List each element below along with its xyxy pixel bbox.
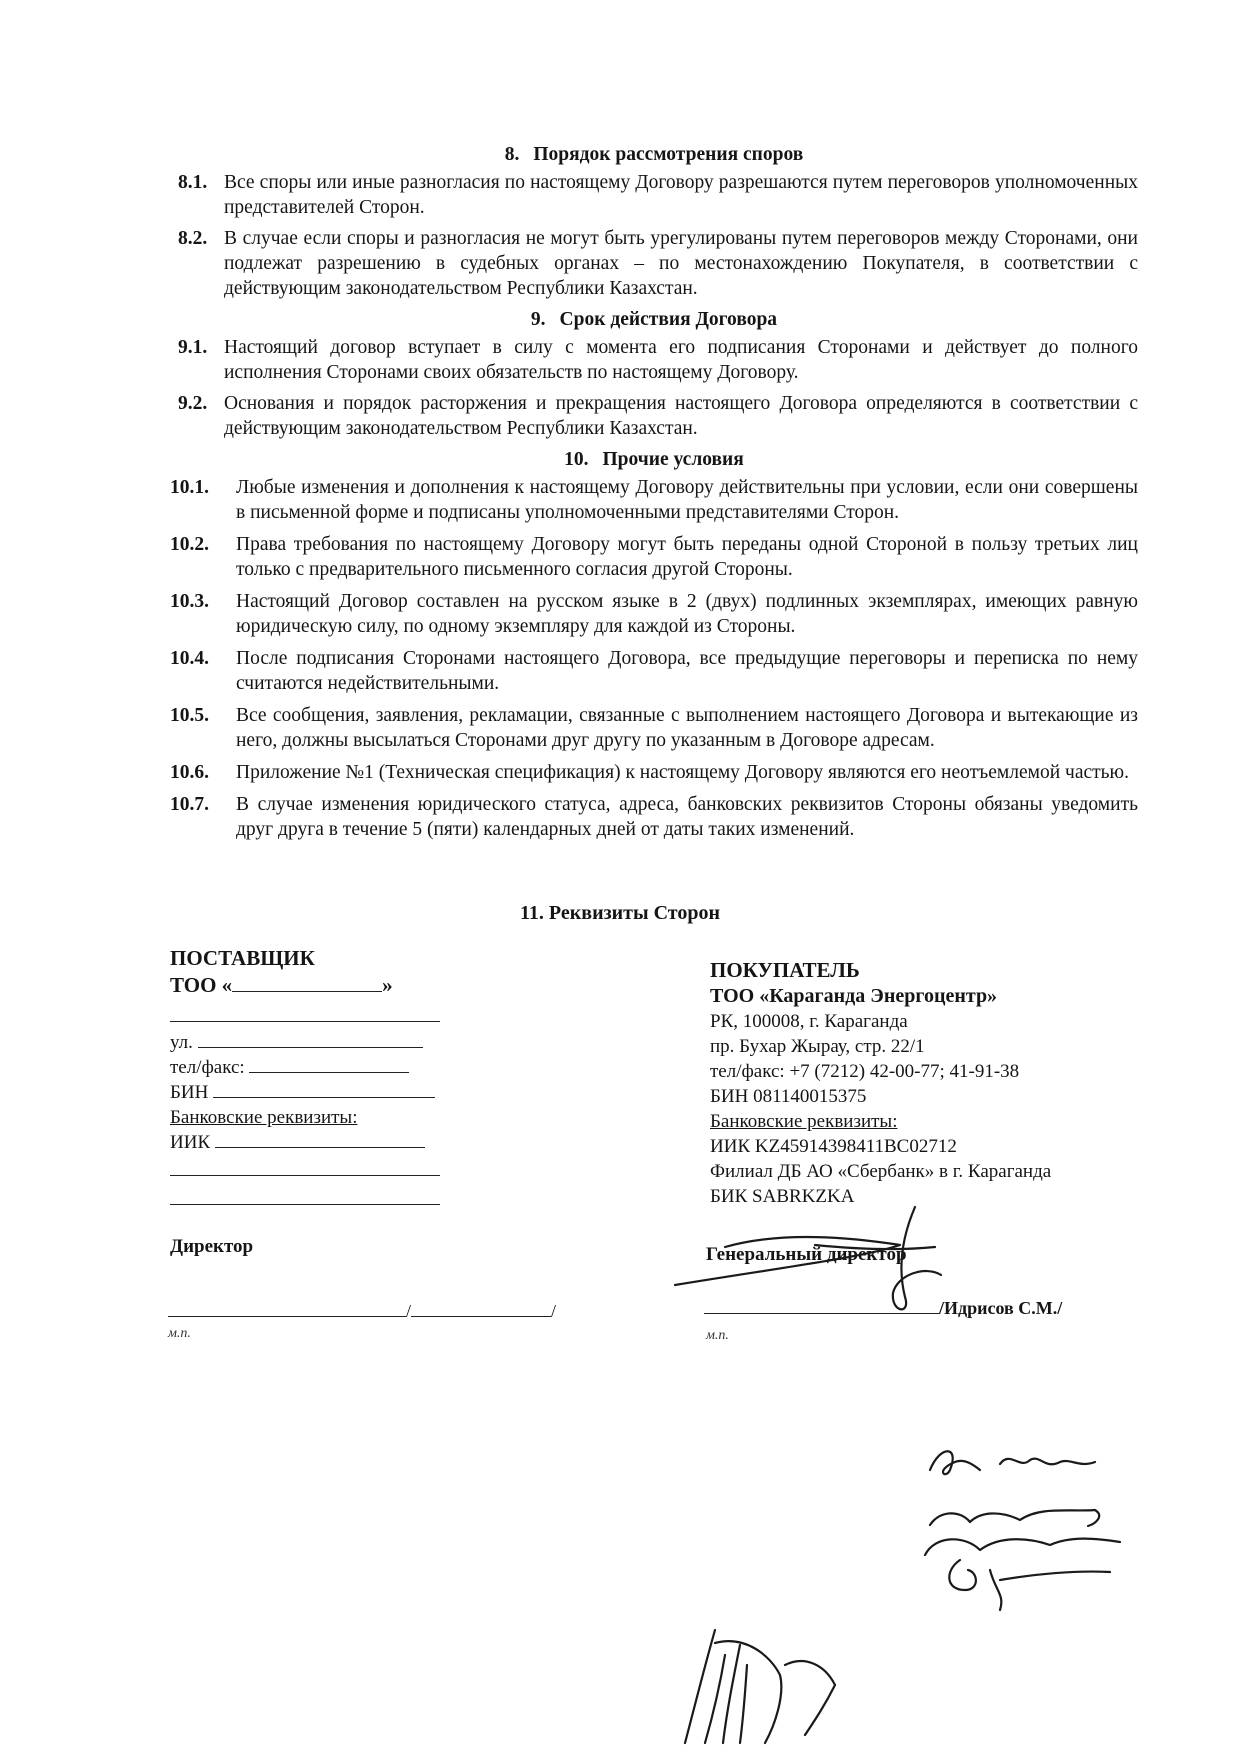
phone-blank [249, 1056, 409, 1073]
clause-text: Все споры или иные разногласия по настоящему Договору разрешаются путем переговоров уполномоченных представителей Сторон. [224, 172, 1138, 218]
supplier-address-blank [170, 1001, 440, 1022]
buyer-iik: ИИК KZ45914398411BC02712 [710, 1136, 957, 1157]
clause-number: 8.2. [178, 228, 208, 249]
clause-9-2 [170, 391, 1138, 441]
buyer-heading: ПОКУПАТЕЛЬ [710, 958, 860, 982]
clause-number: 9.1. [178, 337, 208, 358]
clause-text: Любые изменения и дополнения к настоящему Договору действительны при условии, если они совершены в письменной форме и подписаны уполномоченными представителями Сторон. [236, 477, 1138, 523]
iik-blank [215, 1131, 425, 1148]
clause-text: После подписания Сторонами настоящего Договора, все предыдущие переговоры и переписка по нему считаются недействительными. [236, 648, 1138, 694]
section-heading: Прочие условия [602, 449, 744, 470]
buyer-address-2: пр. Бухар Жырау, стр. 22/1 [710, 1036, 925, 1057]
clause-number: 10.1. [170, 477, 209, 498]
clause-10-1 [170, 475, 1138, 525]
buyer-stamp-place: м.п. [706, 1328, 729, 1343]
buyer-phone: тел/факс: +7 (7212) 42-00-77; 41-91-38 [710, 1061, 1020, 1082]
phone-label: тел/факс: [170, 1057, 245, 1078]
supplier-stamp-place: м.п. [168, 1326, 191, 1341]
clause-number: 10.7. [170, 794, 209, 815]
supplier-org-prefix: ТОО « [170, 973, 233, 997]
signature-blank [168, 1300, 406, 1317]
buyer-bank: Филиал ДБ АО «Сбербанк» в г. Караганда [710, 1161, 1052, 1182]
section-9-title [170, 307, 1138, 332]
clause-number: 8.1. [178, 172, 208, 193]
clause-text: Права требования по настоящему Договору могут быть переданы одной Стороной в пользу третьих лиц только с предварительного письменного согласия другой Стороны. [236, 534, 1138, 580]
buyer-org: ТОО «Караганда Энергоцентр» [710, 985, 998, 1007]
supplier-bank-label: Банковские реквизиты: [170, 1107, 358, 1128]
supplier-signature-line [168, 1300, 556, 1322]
sign-separator: / [406, 1301, 412, 1321]
clause-text: В случае если споры и разногласия не могут быть урегулированы путем переговоров между Сторонами, они подлежат разрешению в судебных органах – по местонахождению Покупателя, в соответствии с действующим законодательством Республики Казахстан. [224, 228, 1138, 299]
supplier-org-suffix: » [382, 973, 393, 997]
director-signature-image [665, 1205, 965, 1325]
section-number: 9. [530, 309, 546, 330]
bin-blank [213, 1081, 435, 1098]
supplier-block [170, 945, 470, 1213]
supplier-phone [170, 1055, 470, 1080]
clause-text: Приложение №1 (Техническая спецификация) к настоящему Договору являются его неотъемлемой частью. [236, 762, 1129, 783]
clause-text: Настоящий Договор составлен на русском языке в 2 (двух) подлинных экземплярах, имеющих равную юридическую силу, по одному экземпляру для каждой из Стороны. [236, 591, 1138, 637]
clause-text: Все сообщения, заявления, рекламации, связанные с выполнением настоящего Договора и вытекающие из него, должны высылаться Сторонами друг другу по указанным в Договоре адресам. [236, 705, 1138, 751]
supplier-street [170, 1030, 470, 1055]
clause-9-1 [170, 335, 1138, 385]
section-heading: Срок действия Договора [559, 309, 778, 330]
iik-label: ИИК [170, 1132, 211, 1153]
clause-number: 9.2. [178, 393, 208, 414]
clause-8-2 [170, 226, 1138, 301]
supplier-bin [170, 1080, 470, 1105]
clause-text: Основания и порядок расторжения и прекращения настоящего Договора определяются в соответствии с действующим законодательством Республики Казахстан. [224, 393, 1138, 439]
supplier-bank-blank-2 [170, 1184, 440, 1205]
street-blank [198, 1031, 423, 1048]
buyer-signer-name: /Идрисов С.М./ [939, 1298, 1063, 1318]
section-number: 8. [504, 144, 520, 165]
name-blank [411, 1300, 551, 1317]
clause-number: 10.4. [170, 648, 209, 669]
clause-10-6 [170, 760, 1138, 785]
clause-number: 10.6. [170, 762, 209, 783]
buyer-bik: БИК SABRKZKA [710, 1186, 855, 1207]
requisites-title: 11. Реквизиты Сторон [520, 902, 720, 924]
buyer-address-1: РК, 100008, г. Караганда [710, 1011, 908, 1032]
supplier-director-label: Директор [170, 1236, 254, 1257]
section-10-title [170, 447, 1138, 472]
clause-text: Настоящий договор вступает в силу с момента его подписания Сторонами и действует до полного исполнения Сторонами своих обязательств по настоящему Договору. [224, 337, 1138, 383]
supplier-bank-blank-1 [170, 1155, 440, 1176]
buyer-block [710, 957, 1150, 1209]
clause-number: 10.3. [170, 591, 209, 612]
clause-10-5 [170, 703, 1138, 753]
clause-number: 10.5. [170, 705, 209, 726]
section-8-title [170, 142, 1138, 167]
buyer-director-label: Генеральный директор [706, 1244, 907, 1265]
supplier-heading: ПОСТАВЩИК [170, 946, 315, 970]
clause-10-2 [170, 532, 1138, 582]
contract-terms [170, 140, 1138, 849]
bottom-signature-image [685, 1625, 865, 1745]
supplier-org [170, 972, 470, 999]
clause-10-3 [170, 589, 1138, 639]
buyer-bin: БИН 081140015375 [710, 1086, 867, 1107]
section-number: 10. [564, 449, 589, 470]
buyer-bank-label: Банковские реквизиты: [710, 1111, 898, 1132]
clause-8-1 [170, 170, 1138, 220]
sign-separator: / [551, 1301, 557, 1321]
clause-10-4 [170, 646, 1138, 696]
clause-10-7 [170, 792, 1138, 842]
section-heading: Порядок рассмотрения споров [533, 144, 804, 165]
clause-number: 10.2. [170, 534, 209, 555]
supplier-iik [170, 1130, 470, 1155]
bin-label: БИН [170, 1082, 209, 1103]
clause-text: В случае изменения юридического статуса, адреса, банковских реквизитов Стороны обязаны уведомить друг друга в течение 5 (пяти) календарных дней от даты таких изменений. [236, 794, 1138, 840]
street-label: ул. [170, 1032, 193, 1053]
handwritten-initials-image [920, 1440, 1150, 1620]
supplier-org-blank [232, 975, 382, 992]
